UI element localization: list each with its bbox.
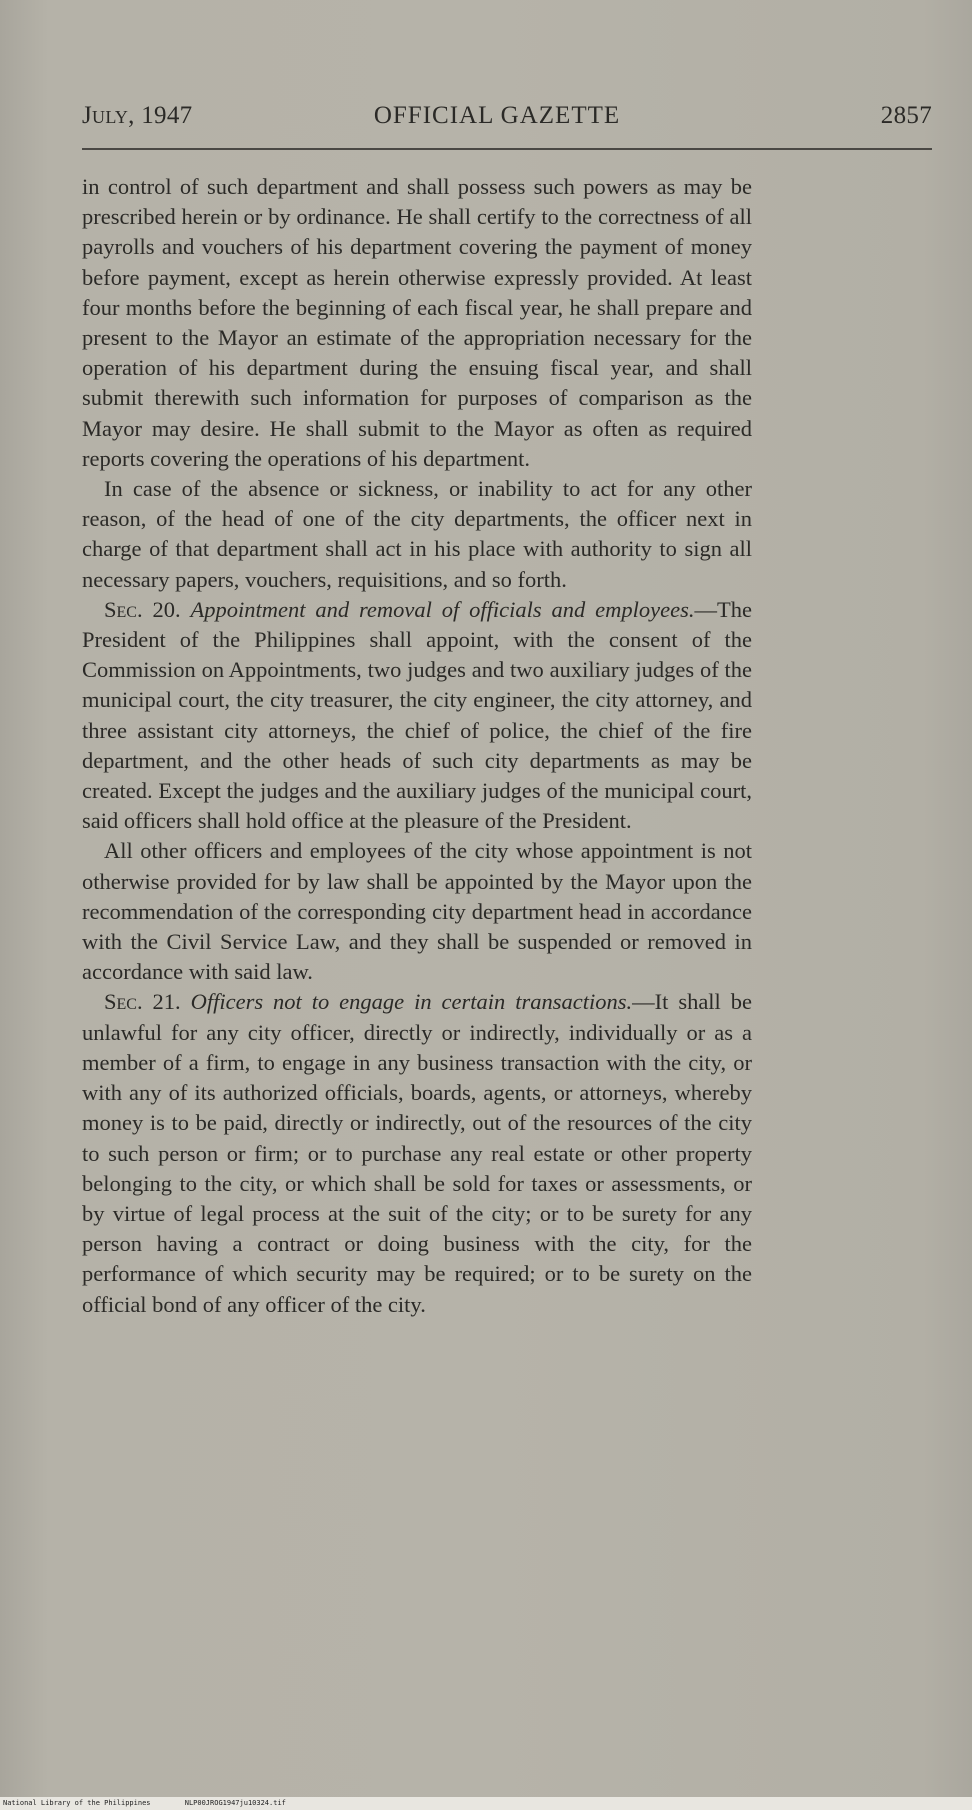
section-20-title: Appointment and removal of officials and employees. [190,596,695,622]
section-21-label: Sec. 21. [104,989,181,1015]
paragraph-absence: In case of the absence or sickness, or inability to act for any other reason, of the head of one of the city departments, the officer next in charge of that department shall act in his place with authority to sign all necessary papers, vouchers, requisitions, and so forth. [82,476,752,592]
section-21-title: Officers not to engage in certain transactions. [190,989,633,1015]
section-21 [82,987,752,1319]
paragraph-continuation: in control of such department and shall possess such powers as may be prescribed herein or by ordinance. He shall certify to the correctness of all payrolls and vouchers of his department covering the payment of money before payment, except as herein otherwise expressly provided. At least four months before the beginning of each fiscal year, he shall prepare and present to the Mayor an estimate of the appropriation necessary for the operation of his department during the ensuing fiscal year, and shall submit therewith such information for purposes of comparison as the Mayor may desire. He shall submit to the Mayor as often as required reports covering the operations of his department. [82,174,752,471]
scan-footer [0,1797,972,1810]
paragraph-other-officers: All other officers and employees of the city whose appointment is not otherwise provided for by law shall be appointed by the Mayor upon the recommendation of the corresponding city department head in accordance with the Civil Service Law, and they shall be suspended or removed in accordance with said law. [82,838,752,985]
header-rule [82,148,932,150]
library-credit: National Library of the Philippines [3,1799,151,1807]
publication-title: OFFICIAL GAZETTE [373,102,621,129]
issue-date: July, 1947 [82,102,193,129]
scan-filename: NLP00JROG1947ju10324.tif [184,1799,286,1807]
body-text [82,172,752,1320]
section-21-text: —It shall be unlawful for any city officer, directly or indirectly, individually or as a member of a firm, to engage in any business transaction with the city, or with any of its authorized officials, boards, agents, or attorneys, whereby money is to be paid, directly or indirectly, out of the resources of the city to such person or firm; or to purchase any real estate or other property belonging to the city, or which shall be sold for taxes or assessments, or by virtue of legal process at the suit of the city; or to be surety for any person having a contract or doing business with the city, for the performance of which security may be required; or to be surety on the official bond of any officer of the city. [82,989,752,1317]
section-20-label: Sec. 20. [104,596,181,622]
page-header [82,102,932,138]
section-20 [82,595,752,837]
section-20-text: —The President of the Philippines shall appoint, with the consent of the Commission on Appointments, two judges and two auxiliary judges of the municipal court, the city treasurer, the city engineer, the city attorney, and three assistant city attorneys, the chief of police, the chief of the fire department, and the other heads of such city departments as may be created. Except the judges and the auxiliary judges of the municipal court, said officers shall hold office at the pleasure of the President. [82,596,752,834]
page-number: 2857 [880,102,932,129]
